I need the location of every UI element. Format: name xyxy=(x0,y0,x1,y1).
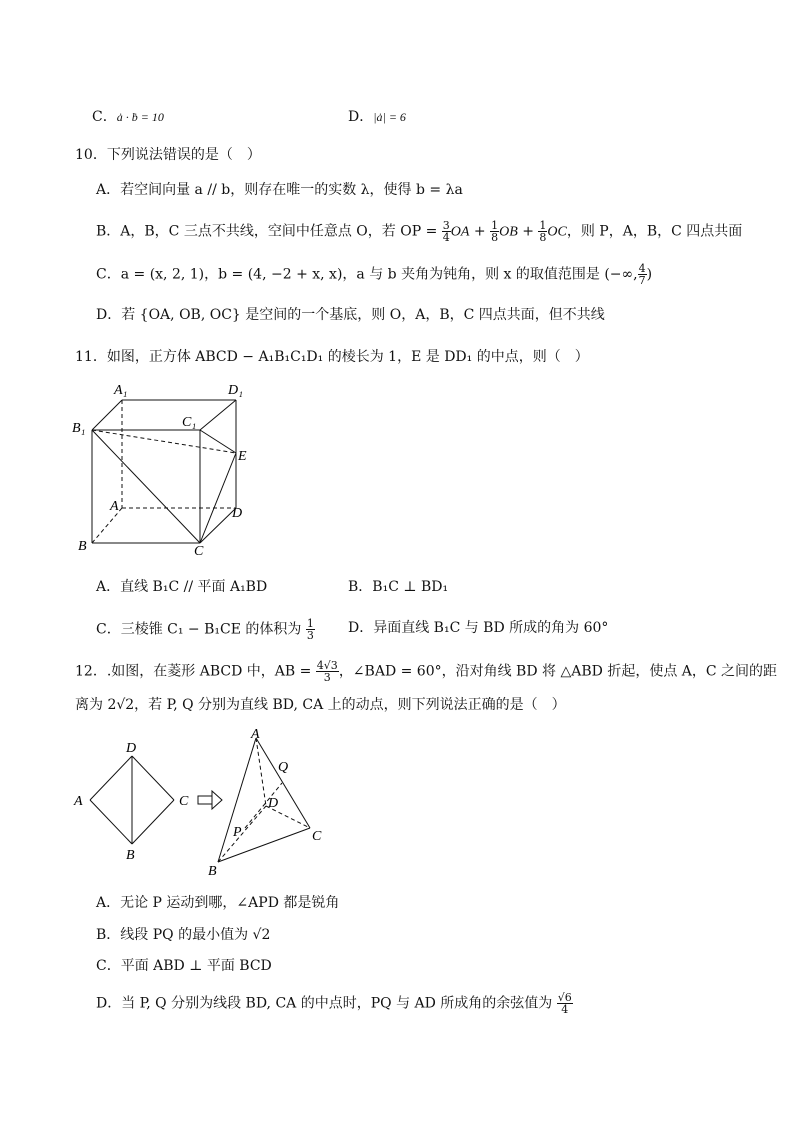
svg-text:A: A xyxy=(74,794,83,809)
q11-option-c: C．三棱锥 C₁ − B₁CE 的体积为 $\frac{1}{3}$ xyxy=(96,617,314,642)
label-e: E xyxy=(238,449,247,464)
q12-stem-line2: 离为 2√2，若 P, Q 分别为直线 BD, CA 上的动点，则下列说法正确的是（ ） xyxy=(75,697,566,713)
q11-c-frac: $\frac{1}{3}$ xyxy=(306,617,314,642)
q10-b-frac-2: $\frac{1}{8}$ xyxy=(491,219,499,244)
svg-text:D: D xyxy=(268,796,279,811)
svg-text:A: A xyxy=(251,728,260,742)
q9-option-d: D．|ȧ| = 6 xyxy=(348,109,406,125)
label-b1: B₁ xyxy=(72,421,86,436)
label-b: B xyxy=(78,539,87,554)
label-d1: D₁ xyxy=(228,383,243,398)
svg-text:Q: Q xyxy=(278,760,289,775)
q12-stem-line1: 12．.如图，在菱形 ABCD 中，AB = $\frac{4√3}{3}$ ，∠BAD = 60°，沿对角线 BD 将 △ABD 折起，使点 A，C 之间的距 xyxy=(75,659,778,684)
svg-text:C: C xyxy=(312,829,322,844)
q12-option-a: A．无论 P 运动到哪，∠APD 都是锐角 xyxy=(96,895,340,911)
svg-text:B: B xyxy=(208,864,217,878)
q11-option-b: B．B₁C ⊥ BD₁ xyxy=(348,579,449,595)
q10-stem: 10．下列说法错误的是（ ） xyxy=(75,147,261,163)
q10-option-a: A．若空间向量 a // b，则存在唯一的实数 λ，使得 b = λa xyxy=(96,182,463,198)
q10-c-frac: $\frac{4}{7}$ xyxy=(638,262,646,287)
q10-option-d: D．若 {OA, OB, OC} 是空间的一个基底，则 O，A，B，C 四点共面，但不共线 xyxy=(96,307,605,323)
label-c1: C₁ xyxy=(182,415,197,430)
q11-option-d: D．异面直线 B₁C 与 BD 所成的角为 60° xyxy=(348,620,609,636)
q11-stem: 11．如图，正方体 ABCD − A₁B₁C₁D₁ 的棱长为 1，E 是 DD₁ 的中点，则（ ） xyxy=(75,349,589,365)
q9-option-c: C．ȧ · ḃ = 10 xyxy=(92,109,164,125)
label-c: C xyxy=(194,544,204,559)
svg-text:C: C xyxy=(179,794,189,809)
label-a: A xyxy=(110,499,119,514)
q12-ab-frac: $\frac{4√3}{3}$ xyxy=(316,659,338,684)
label-a1: A₁ xyxy=(114,383,128,398)
svg-text:D: D xyxy=(126,741,137,756)
q9-option-d-math: |ȧ| = 6 xyxy=(373,110,406,124)
label-d: D xyxy=(232,506,243,521)
q12-d-frac: $\frac{√6}{4}$ xyxy=(557,991,572,1016)
q10-b-frac-1: $\frac{3}{4}$ xyxy=(442,219,450,244)
q12-option-c: C．平面 ABD ⊥ 平面 BCD xyxy=(96,958,272,974)
q12-option-d: D．当 P, Q 分别为线段 BD, CA 的中点时，PQ 与 AD 所成角的余弦值为 $\frac{√6}{4}$ xyxy=(96,991,572,1016)
q10-option-c: C．a = (x, 2, 1)，b = (4, −2 + x, x)，a 与 b 夹角为钝角，则 x 的取值范围是 (−∞, $\frac{4}{7}$ ) xyxy=(96,262,653,287)
svg-text:B: B xyxy=(126,848,135,863)
q12-option-b: B．线段 PQ 的最小值为 √2 xyxy=(96,927,271,943)
q11-option-a: A．直线 B₁C // 平面 A₁BD xyxy=(96,579,268,595)
svg-text:P: P xyxy=(233,825,242,840)
q11-cube-figure xyxy=(70,380,260,560)
q12-figure xyxy=(70,728,340,878)
q10-b-frac-3: $\frac{1}{8}$ xyxy=(539,219,547,244)
q10-option-b: B．A，B，C 三点不共线，空间中任意点 O，若 OP = $\frac{3}{4}$ OA + $\frac{1}{8}$ OB + $\frac{1}{8}$ OC，则 P，A，B，C 四点共面 xyxy=(96,219,743,244)
q9-option-c-math: ȧ · ḃ = 10 xyxy=(116,110,164,124)
arrow-right-icon xyxy=(198,791,222,809)
